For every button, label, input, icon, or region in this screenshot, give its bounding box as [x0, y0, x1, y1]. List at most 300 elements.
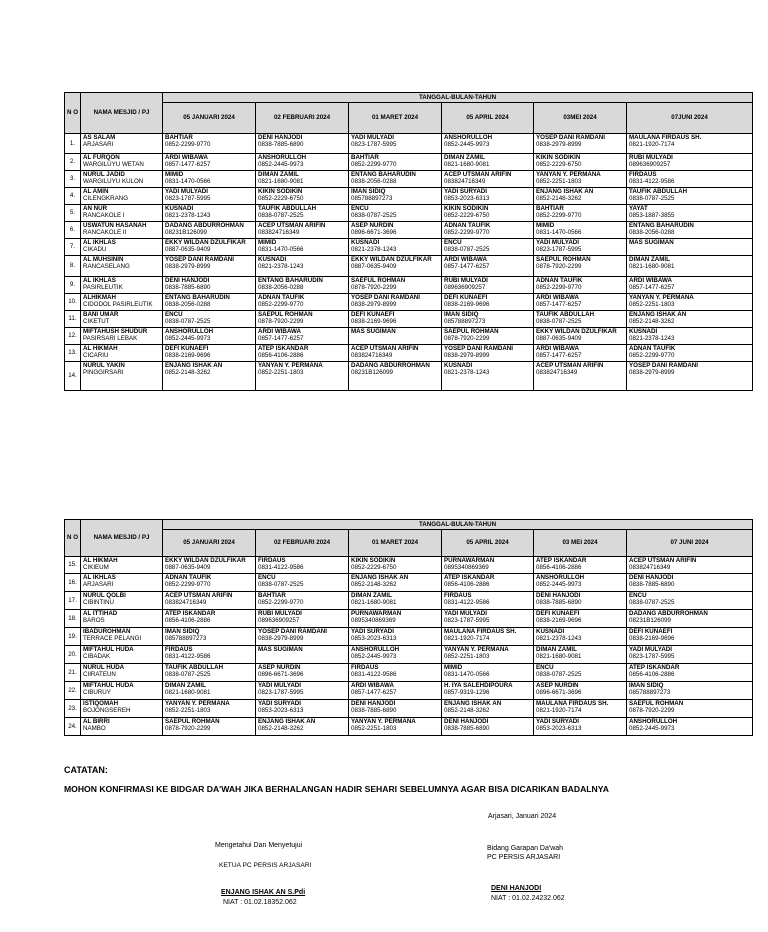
speaker-cell [534, 664, 627, 682]
table-row [65, 328, 753, 345]
speaker-cell [627, 328, 753, 345]
mosque-location: ARJASARI [83, 141, 114, 149]
speaker-name: MAS SUGIMAN [351, 328, 396, 335]
speaker-cell [163, 682, 256, 700]
speaker-phone: 0821-2378-1243 [629, 335, 675, 343]
mosque-location: TERRACE PELANGI [83, 635, 142, 643]
speaker-name: KUSNADI [258, 256, 287, 263]
mosque-name: AL IKHLAS [83, 277, 116, 284]
speaker-cell [442, 188, 534, 205]
speaker-cell [349, 328, 442, 345]
speaker-name: YADI MULYADI [536, 239, 579, 246]
speaker-name: ADNAN TAUFIK [165, 574, 212, 581]
speaker-name: EKKY WILDAN DZULFIKAR [165, 557, 246, 564]
speaker-cell [627, 171, 753, 188]
speaker-cell [256, 557, 349, 574]
speaker-name: ADNAN TAUFIK [444, 222, 491, 229]
row-number: 5. [65, 205, 81, 222]
table-row [65, 646, 753, 664]
mosque-location: CIDODOL PASIRLEUTIK [83, 301, 153, 309]
speaker-phone: 0838-2056-0288 [258, 284, 304, 292]
mosque-location: CIBURUY [83, 689, 111, 697]
speaker-phone: 0852-2229-6750 [444, 212, 490, 220]
speaker-cell [534, 328, 627, 345]
speaker-cell [627, 700, 753, 718]
table-row [65, 154, 753, 171]
speaker-phone: 0887-0635-9409 [165, 564, 211, 572]
speaker-cell [442, 134, 534, 154]
speaker-name: ARDI WIBAWA [444, 256, 487, 263]
speaker-cell [627, 574, 753, 592]
speaker-phone: 0823-1787-5995 [165, 195, 211, 203]
speaker-cell [534, 256, 627, 277]
speaker-cell [349, 171, 442, 188]
speaker-name: KIKIN SODIKIN [258, 188, 303, 195]
speaker-name: MAULANA FIRDAUS SH. [629, 134, 702, 141]
speaker-name: DIMAN ZAMIL [536, 646, 577, 653]
speaker-name: BAHTIAR [536, 205, 564, 212]
speaker-cell [256, 682, 349, 700]
speaker-cell [256, 592, 349, 610]
speaker-name: H. IYA SALEHDIPOURA [444, 682, 513, 689]
mosque-cell [81, 574, 163, 592]
speaker-phone: 0852-2148-3262 [536, 195, 582, 203]
speaker-cell [349, 188, 442, 205]
speaker-phone: 0838-2169-9696 [536, 617, 582, 625]
mosque-name: AL ITTIHAD [83, 610, 118, 617]
speaker-phone: 0852-2148-3262 [258, 725, 304, 733]
row-number: 8. [65, 256, 81, 277]
mosque-cell [81, 205, 163, 222]
speaker-cell [442, 154, 534, 171]
speaker-cell [349, 664, 442, 682]
speaker-name: EKKY WILDAN DZULFIKAR [351, 256, 432, 263]
mosque-name: AL HIKMAH [83, 345, 118, 352]
speaker-name: KIKIN SODIKIN [536, 154, 581, 161]
speaker-cell [534, 574, 627, 592]
speaker-phone: 0838-0787-2525 [165, 671, 211, 679]
speaker-phone: 0838-2979-8999 [444, 352, 490, 360]
speaker-phone: 0821-1680-9081 [536, 653, 582, 661]
table-row [65, 682, 753, 700]
mosque-name: BANI UMAR [83, 311, 119, 318]
speaker-cell [534, 134, 627, 154]
table-row [65, 628, 753, 646]
speaker-name: ATEP ISKANDAR [536, 557, 587, 564]
speaker-phone: 0852-2445-9973 [444, 141, 490, 149]
speaker-phone: 0831-1470-0566 [165, 178, 211, 186]
speaker-cell [534, 345, 627, 362]
speaker-name: YADI SURYADI [258, 700, 301, 707]
speaker-cell [256, 610, 349, 628]
speaker-cell [349, 610, 442, 628]
speaker-cell [163, 134, 256, 154]
speaker-cell [349, 646, 442, 664]
speaker-cell [627, 311, 753, 328]
table-row [65, 610, 753, 628]
speaker-name: SAEFUL ROHMAN [629, 700, 684, 707]
speaker-cell [349, 628, 442, 646]
mosque-name: USWATUN HASANAH [83, 222, 147, 229]
speaker-phone: 0821-2378-1243 [536, 635, 582, 643]
speaker-name: ATEP ISKANDAR [258, 345, 309, 352]
speaker-cell [256, 700, 349, 718]
speaker-name: BAHTIAR [165, 134, 193, 141]
mosque-cell [81, 362, 163, 391]
speaker-cell [442, 362, 534, 391]
speaker-phone: 0838-7885-6890 [629, 581, 675, 589]
speaker-cell [534, 592, 627, 610]
speaker-cell [627, 362, 753, 391]
speaker-cell [534, 239, 627, 256]
speaker-cell [256, 328, 349, 345]
speaker-name: YANYAN Y. PERMANA [351, 718, 416, 725]
speaker-cell [442, 205, 534, 222]
right-sign-title: Bidang Garapan Da'wah [487, 845, 564, 852]
mosque-location: RANCAKOLE II [83, 229, 127, 237]
speaker-name: ENJANG ISHAK AN [444, 700, 502, 707]
speaker-phone: 0857-1477-6257 [629, 284, 675, 292]
speaker-cell [163, 171, 256, 188]
speaker-cell [256, 311, 349, 328]
speaker-name: YOSEP DANI RAMDANI [629, 362, 698, 369]
speaker-cell [534, 646, 627, 664]
header-masjid: NAMA MESJID / PJ [81, 93, 163, 134]
speaker-phone: 0852-2299-9770 [351, 161, 397, 169]
speaker-phone: 0852-2299-9770 [536, 212, 582, 220]
speaker-name: YADI MULYADI [165, 188, 208, 195]
speaker-name: PURNAWARMAN [444, 557, 495, 564]
speaker-cell [442, 718, 534, 736]
speaker-name: ASEP NURDIN [536, 682, 579, 689]
speaker-phone: 0838-0787-2525 [258, 581, 304, 589]
speaker-cell [534, 205, 627, 222]
speaker-cell [627, 239, 753, 256]
speaker-cell [256, 294, 349, 311]
speaker-cell [534, 610, 627, 628]
mosque-cell [81, 134, 163, 154]
mosque-name: ALHIKMAH [83, 294, 116, 301]
speaker-phone: 0852-2445-9973 [629, 725, 675, 733]
mosque-name: MIFTAHUL HUDA [83, 682, 134, 689]
speaker-name: BAHTIAR [258, 592, 286, 599]
speaker-phone: 0896-6671-3696 [351, 229, 397, 237]
speaker-phone: 0856-4106-2886 [258, 352, 304, 360]
speaker-cell [627, 646, 753, 664]
table-row [65, 311, 753, 328]
mosque-location: CICARIU [83, 352, 109, 360]
speaker-phone: 0838-7885-6890 [444, 725, 490, 733]
speaker-phone: 0838-7885-6890 [165, 284, 211, 292]
speaker-cell [163, 222, 256, 239]
speaker-phone: 0831-4122-9586 [258, 564, 304, 572]
speaker-name: TAUFIK ABDULLAH [165, 664, 224, 671]
speaker-phone: 0852-2229-6750 [536, 161, 582, 169]
mosque-cell [81, 700, 163, 718]
speaker-phone: 0838-2169-9696 [444, 301, 490, 309]
speaker-phone: 0831-4122-9586 [165, 653, 211, 661]
speaker-name: PURNAWARMAN [351, 610, 402, 617]
row-number: 11. [65, 311, 81, 328]
table-row [65, 700, 753, 718]
speaker-name: ARDI WIBAWA [258, 328, 301, 335]
speaker-phone: 0857-1477-6257 [444, 263, 490, 271]
right-sign-role: PC PERSIS ARJASARI [487, 854, 561, 861]
speaker-cell [442, 700, 534, 718]
speaker-cell [442, 345, 534, 362]
mosque-name: AL MUHSININ [83, 256, 124, 263]
speaker-name: ACEP UTSMAN ARIFIN [629, 557, 697, 564]
row-number: 14. [65, 362, 81, 391]
speaker-cell [442, 328, 534, 345]
header-group: TANGGAL-BULAN-TAHUN [163, 520, 753, 530]
speaker-name: ACEP UTSMAN ARIFIN [536, 362, 604, 369]
speaker-phone: 0821-1680-9081 [351, 599, 397, 607]
mosque-cell [81, 610, 163, 628]
speaker-cell [534, 700, 627, 718]
speaker-cell [163, 592, 256, 610]
mosque-cell [81, 718, 163, 736]
speaker-cell [534, 222, 627, 239]
mosque-location: BAROS [83, 617, 105, 625]
speaker-cell [163, 646, 256, 664]
row-number: 13. [65, 345, 81, 362]
speaker-phone: 0857-1477-6257 [165, 161, 211, 169]
speaker-name: ENCU [258, 574, 276, 581]
speaker-name: ENTANG BAHARUDIN [165, 294, 230, 301]
mosque-location: CIBADAK [83, 653, 111, 661]
speaker-cell [442, 277, 534, 294]
speaker-name: DIMAN ZAMIL [444, 154, 485, 161]
mosque-name: NURUL JADID [83, 171, 125, 178]
speaker-name: ASEP NURDIN [258, 664, 301, 671]
speaker-name: YANYAN Y. PERMANA [629, 294, 694, 301]
mosque-name: AL HIKMAH [83, 557, 118, 564]
speaker-cell [627, 592, 753, 610]
mosque-cell [81, 256, 163, 277]
speaker-cell [256, 171, 349, 188]
speaker-cell [256, 345, 349, 362]
speaker-phone: 0838-0787-2525 [536, 671, 582, 679]
speaker-phone: 0823-1787-5995 [351, 141, 397, 149]
speaker-phone: 0838-7885-6890 [258, 141, 304, 149]
mosque-location: CIKIEUM [83, 564, 109, 572]
speaker-name: DENI HANJODI [444, 718, 489, 725]
speaker-phone: 0838-2056-0288 [165, 301, 211, 309]
header-dates [65, 530, 753, 557]
speaker-cell [534, 188, 627, 205]
table-row [65, 574, 753, 592]
mosque-location: CILENGKRANG [83, 195, 129, 203]
speaker-phone: 0821-1920-7174 [444, 635, 490, 643]
speaker-phone: 0823-1787-5995 [444, 617, 490, 625]
speaker-cell [627, 205, 753, 222]
speaker-phone: 0821-1680-9081 [258, 178, 304, 186]
row-number: 1. [65, 134, 81, 154]
speaker-phone: 085788897273 [629, 689, 671, 697]
speaker-cell [627, 664, 753, 682]
speaker-phone: 089636909257 [258, 617, 300, 625]
speaker-cell [163, 239, 256, 256]
speaker-phone: 0853-2023-6313 [536, 725, 582, 733]
speaker-phone: 0853-2023-6313 [258, 707, 304, 715]
speaker-name: ADNAN TAUFIK [629, 345, 676, 352]
mosque-location: WARGILUYU KULON [83, 178, 144, 186]
speaker-name: ENJANG ISHAK AN [258, 718, 316, 725]
speaker-cell [349, 718, 442, 736]
header-date: 07 JUNI 2024 [627, 530, 753, 557]
mosque-location: RANCASELANG [83, 263, 130, 271]
speaker-phone: 0852-2299-9770 [258, 301, 304, 309]
speaker-phone: 0831-1470-0566 [536, 229, 582, 237]
speaker-phone: 0838-0787-2525 [351, 212, 397, 220]
speaker-cell [349, 362, 442, 391]
mosque-cell [81, 239, 163, 256]
speaker-cell [349, 311, 442, 328]
mosque-cell [81, 222, 163, 239]
speaker-name: KUSNADI [536, 628, 565, 635]
speaker-name: MIMID [536, 222, 555, 229]
speaker-phone: 0857-1477-6257 [536, 352, 582, 360]
right-sign-niat: NIAT : 01.02.24232.062 [491, 895, 565, 902]
speaker-name: FIRDAUS [444, 592, 472, 599]
speaker-cell [442, 222, 534, 239]
speaker-name: FIRDAUS [258, 557, 286, 564]
speaker-cell [349, 557, 442, 574]
speaker-name: ASEP NURDIN [351, 222, 394, 229]
speaker-phone: 083824716349 [165, 599, 207, 607]
speaker-cell [442, 557, 534, 574]
speaker-name: ENTANG BAHARUDIN [629, 222, 694, 229]
speaker-name: ATEP ISKANDAR [444, 574, 495, 581]
speaker-phone: 0823-1787-5995 [258, 689, 304, 697]
notes-text: MOHON KONFIRMASI KE BIDGAR DA'WAH JIKA BERHALANGAN HADIR SEHARI SEBELUMNYA AGAR BISA DICARIKAN BADALNYA [64, 784, 609, 794]
speaker-phone: 0878-7920-2299 [629, 707, 675, 715]
speaker-phone: 083824716349 [536, 369, 578, 377]
table-row [65, 362, 753, 391]
speaker-phone: 0831-1470-0566 [444, 671, 490, 679]
header-date: 01 MARET 2024 [349, 103, 442, 134]
speaker-name: DEFI KUNAEFI [165, 345, 209, 352]
table-row [65, 134, 753, 154]
speaker-name: DIMAN ZAMIL [165, 682, 206, 689]
row-number: 6. [65, 222, 81, 239]
speaker-phone: 0838-0787-2525 [629, 195, 675, 203]
speaker-cell [627, 256, 753, 277]
speaker-cell [627, 682, 753, 700]
speaker-cell [256, 664, 349, 682]
table-row [65, 256, 753, 277]
speaker-name: MAULANA FIRDAUS SH. [536, 700, 609, 707]
speaker-cell [256, 188, 349, 205]
speaker-name: ANSHORULLOH [629, 718, 678, 725]
speaker-cell [163, 700, 256, 718]
speaker-name: TAUFIK ABDULLAH [629, 188, 688, 195]
speaker-name: YADI SURYADI [351, 628, 394, 635]
row-number: 7. [65, 239, 81, 256]
speaker-phone: 0887-0635-9409 [536, 335, 582, 343]
speaker-phone: 0887-0635-9409 [165, 246, 211, 254]
row-number: 2. [65, 154, 81, 171]
speaker-cell [163, 188, 256, 205]
speaker-phone: 0821-1680-9081 [444, 161, 490, 169]
mosque-cell [81, 277, 163, 294]
speaker-phone: 085788897273 [444, 318, 486, 326]
speaker-phone: 0852-2229-6750 [258, 195, 304, 203]
speaker-phone: 0838-7885-6890 [536, 599, 582, 607]
speaker-cell [534, 557, 627, 574]
speaker-name: YADI MULYADI [629, 646, 672, 653]
speaker-name: FIRDAUS [629, 171, 657, 178]
speaker-name: YOSEP DANI RAMDANI [536, 134, 605, 141]
speaker-name: ENCU [629, 592, 647, 599]
mosque-name: AL IKHLAS [83, 574, 116, 581]
speaker-phone: 0838-2979-8999 [165, 263, 211, 271]
speaker-cell [627, 718, 753, 736]
speaker-name: TAUFIK ABDULLAH [258, 205, 317, 212]
speaker-cell [349, 277, 442, 294]
speaker-phone: 0821-2378-1243 [444, 369, 490, 377]
speaker-phone: 0887-0635-9409 [351, 263, 397, 271]
speaker-phone: 0838-2056-0288 [629, 229, 675, 237]
speaker-phone: 0838-2979-8999 [258, 635, 304, 643]
mosque-location: PINGGIRSARI [83, 369, 124, 377]
table-row [65, 557, 753, 574]
speaker-name: EKKY WILDAN DZULFIKAR [165, 239, 246, 246]
notes-label: CATATAN: [64, 765, 108, 775]
speaker-cell [256, 256, 349, 277]
speaker-phone: 0852-2148-3262 [629, 318, 675, 326]
speaker-name: ANSHORULLOH [536, 574, 585, 581]
header-date: 05 APRIL 2024 [442, 530, 534, 557]
place-date: Arjasari, Januari 2024 [488, 813, 557, 820]
row-number: 21. [65, 664, 81, 682]
speaker-name: YOSEP DANI RAMDANI [444, 345, 513, 352]
speaker-cell [442, 664, 534, 682]
speaker-cell [256, 205, 349, 222]
speaker-phone: 0895340869369 [351, 617, 396, 625]
mosque-location: RANCAKOLE I [83, 212, 125, 220]
speaker-phone: 089636909257 [444, 284, 486, 292]
table-row [65, 205, 753, 222]
speaker-name: ARDI WIBAWA [536, 345, 579, 352]
speaker-name: SAEPUL ROHMAN [165, 718, 220, 725]
speaker-phone: 0852-2251-1803 [351, 725, 397, 733]
speaker-phone: 0853-2023-6313 [351, 635, 397, 643]
speaker-phone: 0838-2979-8999 [536, 141, 582, 149]
mosque-name: MIFTAHUSH SHUDUR [83, 328, 148, 335]
header-masjid: NAMA MESJID / PJ [81, 520, 163, 557]
speaker-name: DENI HANJODI [258, 134, 303, 141]
right-sign-name: DENI HANJODI [491, 885, 542, 892]
speaker-phone: 0853-2023-6313 [444, 195, 490, 203]
speaker-phone: 0896-6671-3696 [258, 671, 304, 679]
speaker-phone: 0856-4106-2886 [629, 671, 675, 679]
header-date: 03MEI 2024 [534, 103, 627, 134]
speaker-name: FIRDAUS [351, 664, 379, 671]
speaker-phone: 0857-1477-6257 [536, 301, 582, 309]
mosque-name: AL FURQON [83, 154, 120, 161]
speaker-cell [349, 592, 442, 610]
speaker-name: DIMAN ZAMIL [629, 256, 670, 263]
speaker-cell [256, 646, 349, 664]
speaker-cell [627, 345, 753, 362]
header-no: N O [65, 93, 81, 134]
speaker-cell [256, 239, 349, 256]
speaker-phone: 0821-2378-1243 [351, 246, 397, 254]
speaker-phone: 085788897273 [351, 195, 393, 203]
mosque-location: CIIRATEUN [83, 671, 116, 679]
